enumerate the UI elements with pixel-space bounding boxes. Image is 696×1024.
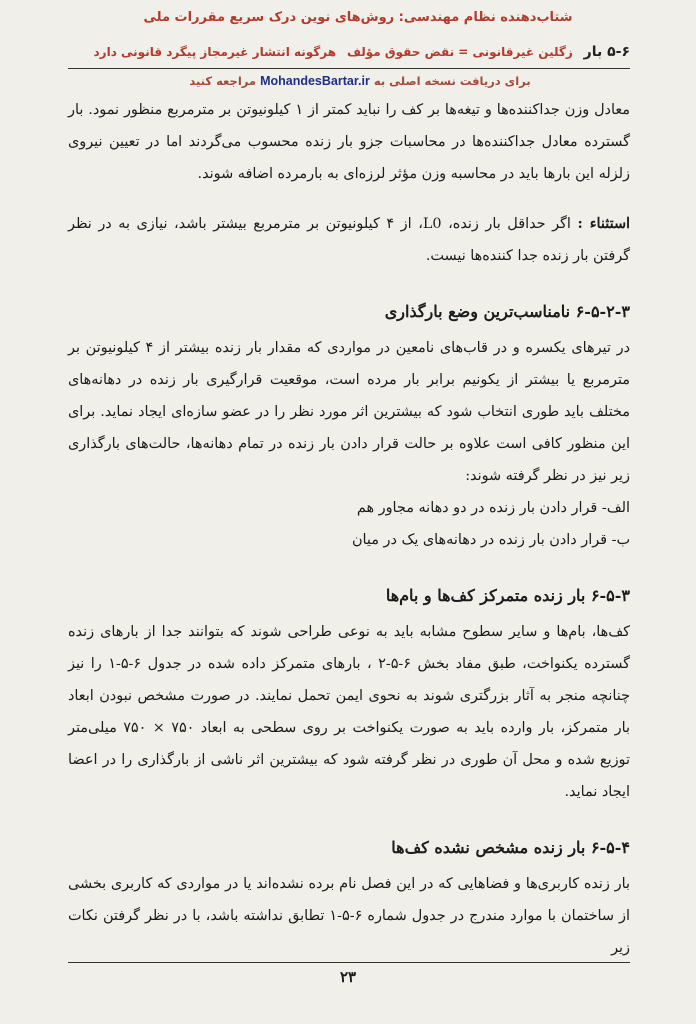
watermark-site-link[interactable]: MohandesBartar.ir [260, 74, 370, 88]
section-heading-6-5-4: ۶-۵-۴ بار زنده مشخص نشده کف‌ها [391, 838, 630, 857]
paragraph-partitions: معادل وزن جداکننده‌ها و تیغه‌ها بر کف را نباید کمتر از ۱ کیلونیوتن بر مترمربع منظور نمود. بار گسترده معادل جداکننده‌ها در محاسبات جزو بار زنده محسوب می‌گردند اما در تعیین نیروی زلزله این بارها باید در محاسبه وزن مؤثر لرزه‌ای به بارمرده اضافه شوند. [68, 102, 630, 182]
header-rule [68, 68, 630, 69]
exception-text: اگر حداقل بار زنده، L0، از ۴ کیلونیوتن بر مترمربع بیشتر باشد، نیازی به در نظر گرفتن بار زنده جدا کننده‌ها نیست. [68, 216, 630, 264]
exception-paragraph [68, 208, 630, 272]
watermark-line-2: هرگونه انتشار غیرمجاز پیگرد قانونی دارد [93, 45, 337, 59]
section-heading-6-5-2-3: ۶-۵-۲-۳ نامناسب‌ترین وضع بارگذاری [384, 302, 630, 321]
list-item: ب- قرار دادن بار زنده در دهانه‌های یک در میان [351, 532, 630, 548]
exception-label: استثناء : [577, 215, 631, 232]
footer-rule [68, 962, 630, 963]
running-head-section: ۵-۶ بار [583, 44, 630, 60]
section-heading-6-5-3: ۶-۵-۳ بار زنده متمرکز کف‌ها و بام‌ها [385, 586, 630, 605]
paragraph-unspecified-load: بار زنده کاربری‌ها و فضاهایی که در این فصل نام برده نشده‌اند یا در مواردی که کاربری بخشی از ساختمان با موارد مندرج در جدول شماره ۶-۵-۱ تطابق نداشته باشد، با در نظر گرفتن نکات زیر [68, 876, 630, 956]
page-body [68, 84, 630, 964]
download-refer-text: مراجعه کنید [189, 74, 257, 88]
loading-cases-list [68, 492, 630, 556]
running-head [70, 44, 630, 60]
download-note-text: برای دریافت نسخه اصلی به [373, 74, 531, 88]
paragraph-loading-cases: در تیرهای یکسره و در قاب‌های نامعین در مواردی که مقدار بار زنده بیشتر از ۴ کیلونیوتن بر مترمربع یا بیشتر از یکونیم برابر بار مرده است، موقعیت قرارگیری بار زنده در دهانه‌های مختلف باید طوری انتخاب شود که بیشترین اثر مورد نظر را در عضو سازه‌ای ایجاد نماید. برای این منظور کافی است علاوه بر حالت قرار دادن بار زنده در تمام دهانه‌ها، حالت‌های بارگذاری زیر نیز در نظر گرفته شوند: [68, 340, 630, 484]
paragraph-concentrated-load: کف‌ها، بام‌ها و سایر سطوح مشابه باید به نوعی طراحی شوند که بتوانند جدا از بارهای زنده گسترده یکنواخت، طبق مفاد بخش ۶-۵-۲ ، بارهای متمرکز داده شده در جدول ۶-۵-۱ را نیز چنانچه منجر به آثار بزرگتری شوند به نحوی ایمن تحمل نمایند. در صورت مشخص نبودن ابعاد بار متمرکز، بار وارده باید به صورت یکنواخت بر روی سطحی به ابعاد ۷۵۰ × ۷۵۰ میلی‌متر توزیع شده و محل آن طوری در نظر گرفته شود که بیشترین اثر ناشی از بارگذاری را در اعضا ایجاد نماید. [68, 624, 630, 800]
watermark-line-1: شتاب‌دهنده نظام مهندسی: روش‌های نوین درک سریع مقررات ملی [143, 10, 573, 25]
page-number: ۲۳ [339, 968, 357, 986]
watermark-title [60, 8, 656, 28]
watermark-line-3: زگلین غیرقانونی = نقض حقوق مؤلف [346, 45, 573, 59]
list-item: الف- قرار دادن بار زنده در دو دهانه مجاور هم [356, 500, 630, 516]
